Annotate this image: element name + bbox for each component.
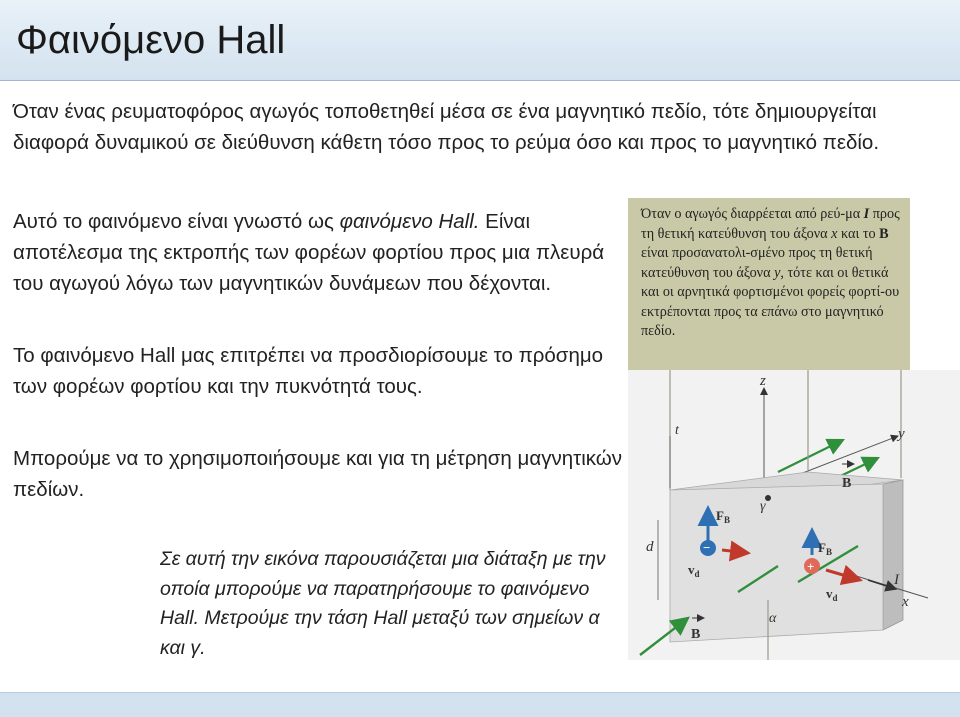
current-symbol: I — [863, 206, 870, 222]
paragraph-text: Είναι αποτέλεσμα της εκτροπής των φορέων φορτίου προς μια πλευρά του αγωγού λόγω των μαγνητικών δυνάμεων που δέχονται. — [13, 210, 605, 295]
b-field-label: B — [691, 627, 701, 642]
force-label: $F_B$ — [818, 540, 832, 557]
drift-velocity-label: $v_d$ — [826, 586, 838, 603]
x-symbol: x — [831, 225, 838, 242]
y-axis-label: y — [898, 426, 905, 442]
positive-sign: + — [807, 559, 815, 574]
thickness-label: t — [675, 423, 679, 438]
x-axis-label: x — [902, 594, 909, 610]
paragraph-text: Αυτό το φαινόμενο είναι γνωστό ως — [13, 210, 340, 233]
hall-effect-term: φαινόμενο Hall. — [339, 210, 480, 233]
y-symbol: y — [774, 264, 781, 281]
paragraph-intro: Όταν ένας ρευματοφόρος αγωγός τοποθετηθεί μέσα σε ένα μαγνητικό πεδίο, τότε δημιουργείται διαφορά δυναμικού σε διεύθυνση κάθετη τόσο προς το ρεύμα όσο και προς το μαγνητικό πεδίο. — [13, 100, 880, 154]
force-label: $F_B$ — [716, 508, 730, 525]
footer-bar — [0, 692, 960, 717]
diagram-caption: Σε αυτή την εικόνα παρουσιάζεται μια διάταξη με την οποία μπορούμε να παρατηρήσουμε το φαινόμενο Hall. Μετρούμε την τάση Hall μεταξύ των σημείων α και γ. — [160, 548, 606, 659]
drift-velocity-label: $v_d$ — [688, 562, 700, 579]
paragraph-field-measurement: Μπορούμε να το χρησιμοποιήσουμε και για τη μέτρηση μαγνητικών πεδίων. — [13, 447, 623, 501]
paragraph-hall-effect — [13, 206, 628, 299]
point-gamma-label: γ — [760, 499, 766, 514]
figure-caption-text: προς τη θετική κατεύθυνση του άξονα — [641, 206, 900, 242]
page-title: Φαινόμενο Hall — [16, 18, 286, 62]
point-gamma-icon — [765, 495, 771, 501]
paragraph-carrier-sign: Το φαινόμενο Hall μας επιτρέπει να προσδιορίσουμε το πρόσημο των φορέων φορτίου και την πυκνότητά τους. — [13, 344, 604, 398]
conductor-side-face — [883, 480, 903, 630]
figure-caption-box — [628, 198, 910, 370]
b-field-symbol: B — [879, 225, 889, 242]
figure-caption-text: και το — [837, 225, 880, 242]
title-bar — [0, 0, 960, 81]
figure-caption-text: είναι προσανατολι-σμένο προς τη θετική κατεύθυνση του άξονα — [641, 245, 873, 281]
point-alpha-label: α — [769, 611, 777, 626]
negative-sign: − — [703, 540, 711, 555]
figure-caption-text: , τότε και οι θετικά και οι αρνητικά φορτισμένοι φορείς φορτί-ου εκτρέπονται προς τα επάνω στο μαγνητικό πεδίο. — [641, 264, 900, 339]
current-label: I — [894, 572, 899, 588]
hall-effect-diagram — [628, 370, 960, 660]
z-axis-label: z — [760, 373, 766, 389]
width-label: d — [646, 539, 654, 555]
b-field-label: B — [842, 476, 852, 491]
figure-caption-text: Όταν ο αγωγός διαρρέεται από ρεύ-μα — [641, 206, 864, 222]
